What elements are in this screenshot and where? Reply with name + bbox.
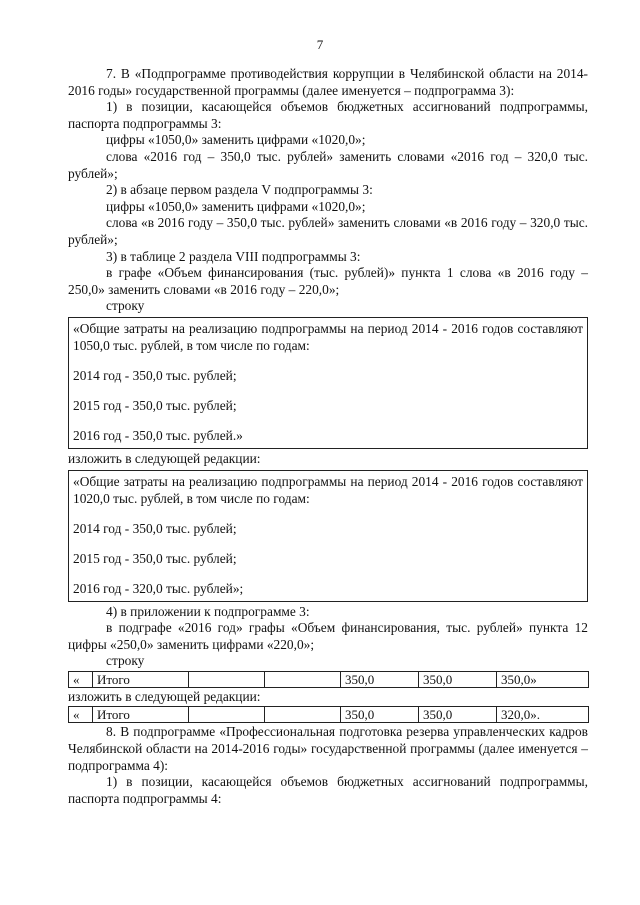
old-year-2016: 2016 год - 350,0 тыс. рублей.» — [73, 427, 243, 443]
table-cell: 320,0». — [497, 707, 589, 723]
paragraph-8: 8. В подпрограмме «Профессиональная подготовка резерва управленческих кадров Челябинской области на 2014-2016 годы» государственной программы (далее именуется – подпрограмма 4): — [68, 724, 588, 773]
new-year-2016: 2016 год - 320,0 тыс. рублей»; — [73, 580, 244, 596]
table-cell — [265, 671, 341, 687]
item-1: 1) в позиции, касающейся объемов бюджетных ассигнований подпрограммы, паспорта подпрограммы 3: — [68, 99, 588, 131]
new-intro: «Общие затраты на реализацию подпрограммы на период 2014 - 2016 годов составляют 1020,0 тыс. рублей, в том числе по годам: — [73, 473, 583, 506]
table-cell: « — [69, 671, 93, 687]
item-4: 4) в приложении к подпрограмме 3: — [106, 603, 310, 619]
table-cell: Итого — [93, 671, 189, 687]
item-2-digits: цифры «1050,0» заменить цифрами «1020,0»; — [106, 198, 366, 214]
table-cell — [189, 671, 265, 687]
table-cell: « — [69, 707, 93, 723]
item-2: 2) в абзаце первом раздела V подпрограммы 3: — [106, 182, 373, 198]
table-cell: 350,0» — [497, 671, 589, 687]
item-1-words: слова «2016 год – 350,0 тыс. рублей» заменить словами «2016 год – 320,0 тыс. рублей»; — [68, 148, 588, 181]
new-text-box — [68, 470, 588, 602]
item-4-text: в подграфе «2016 год» графы «Объем финансирования, тыс. рублей» пункта 12 цифры «250,0» заменить цифрами «220,0»; — [68, 620, 588, 652]
table-row — [69, 707, 589, 723]
old-year-2015: 2015 год - 350,0 тыс. рублей; — [73, 397, 237, 413]
table-cell — [189, 707, 265, 723]
line-label: строку — [106, 298, 145, 314]
item-1-sub4: 1) в позиции, касающейся объемов бюджетных ассигнований подпрограммы, паспорта подпрограммы 4: — [68, 774, 588, 806]
new-year-2015: 2015 год - 350,0 тыс. рублей; — [73, 550, 237, 566]
item-3: 3) в таблице 2 раздела VIII подпрограммы 3: — [106, 248, 361, 264]
new-row-table — [68, 706, 589, 723]
new-year-2014: 2014 год - 350,0 тыс. рублей; — [73, 520, 237, 536]
page-number: 7 — [316, 37, 324, 52]
table-cell: 350,0 — [341, 671, 419, 687]
table-cell: 350,0 — [341, 707, 419, 723]
table-cell: 350,0 — [419, 671, 497, 687]
new-edition-label: изложить в следующей редакции: — [68, 450, 261, 466]
new-edition-label-2: изложить в следующей редакции: — [68, 688, 261, 704]
table-cell: Итого — [93, 707, 189, 723]
document-body — [68, 66, 588, 807]
table-cell — [265, 707, 341, 723]
table-row — [69, 671, 589, 687]
paragraph-7: 7. В «Подпрограмме противодействия коррупции в Челябинской области на 2014-2016 годы» государственной программы (далее именуется – подпрограмма 3): — [68, 66, 588, 98]
old-row-table — [68, 671, 589, 688]
item-3-text: в графе «Объем финансирования (тыс. рублей)» пункта 1 слова «в 2016 году – 250,0» заменить словами «в 2016 году – 220,0»; — [68, 265, 588, 297]
old-intro: «Общие затраты на реализацию подпрограммы на период 2014 - 2016 годов составляют 1050,0 тыс. рублей, в том числе по годам: — [73, 320, 583, 353]
old-text-box — [68, 317, 588, 449]
table-cell: 350,0 — [419, 707, 497, 723]
item-2-words: слова «в 2016 году – 350,0 тыс. рублей» заменить словами «в 2016 году – 320,0 тыс. рублей»; — [68, 215, 588, 247]
item-1-digits: цифры «1050,0» заменить цифрами «1020,0»; — [106, 132, 366, 148]
line-label-2: строку — [106, 653, 145, 669]
old-year-2014: 2014 год - 350,0 тыс. рублей; — [73, 367, 237, 383]
